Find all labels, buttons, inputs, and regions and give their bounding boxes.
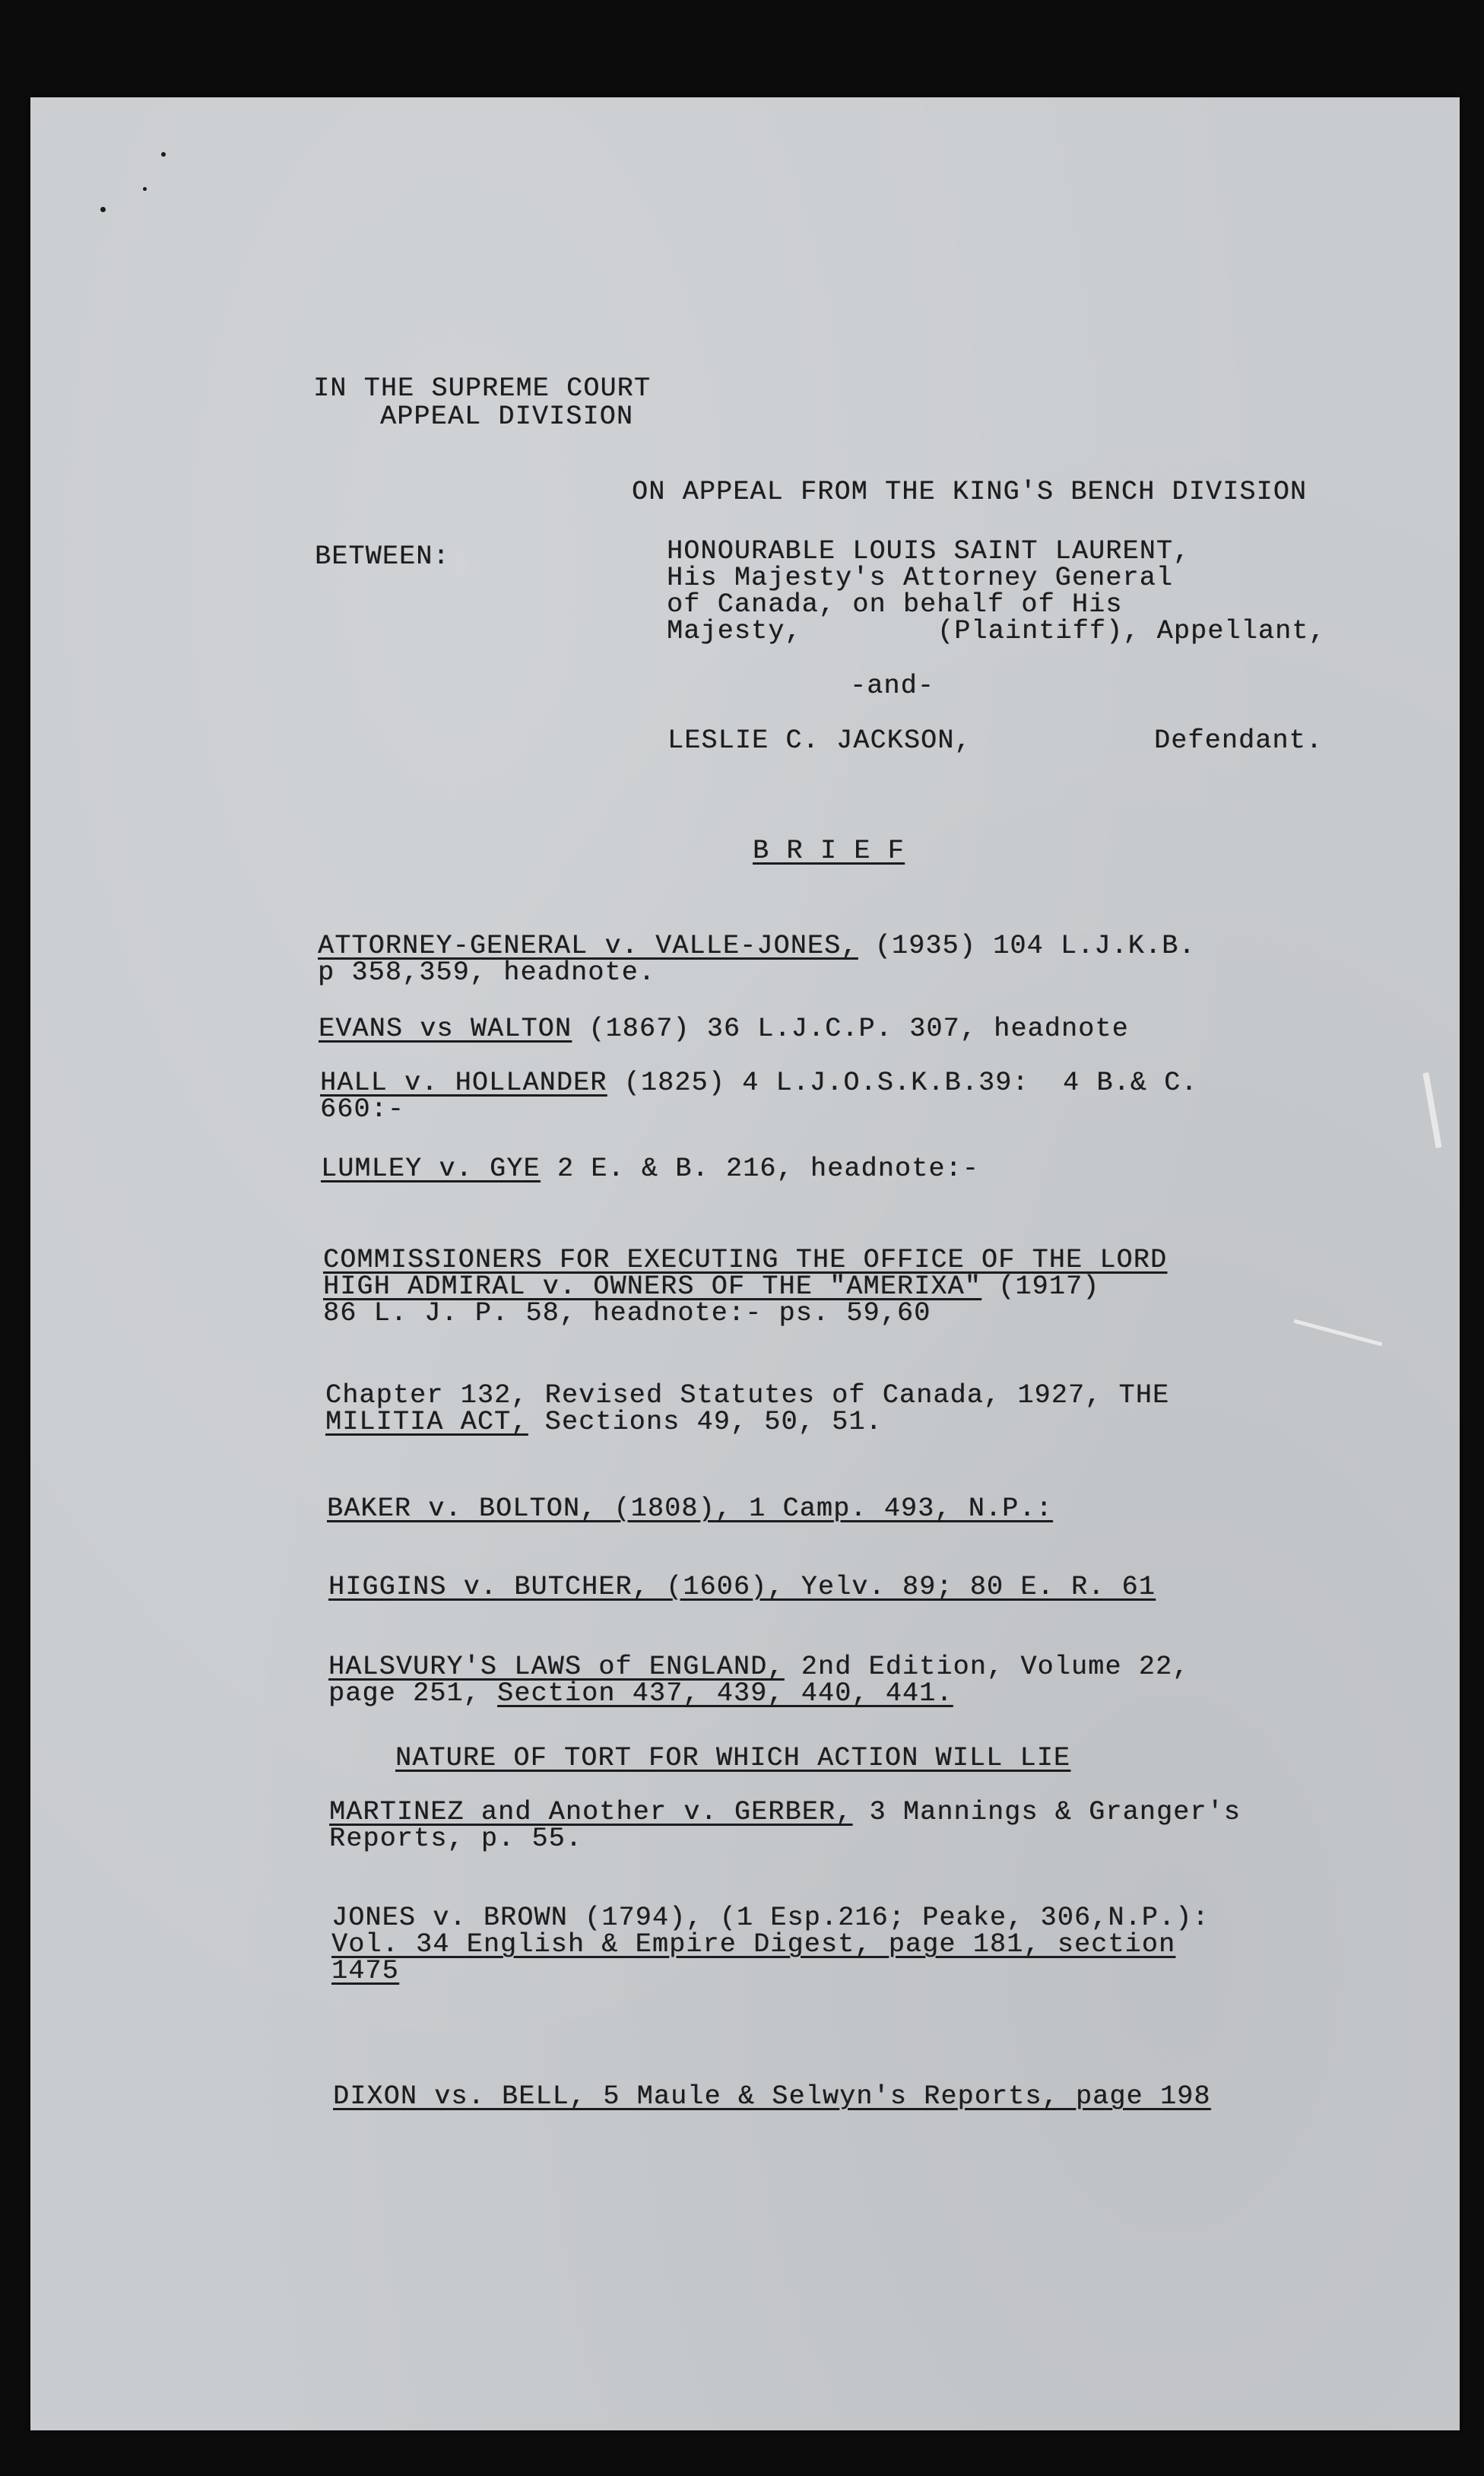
citation — [318, 932, 1196, 960]
citation-line-1: JONES v. BROWN (1794), (1 Esp.216; Peake, 306,N.P.): — [331, 1903, 1210, 1933]
citation — [321, 1154, 979, 1183]
citation-line-2: Vol. 34 English & Empire Digest, page 181, section — [331, 1929, 1176, 1960]
defendant-role: Defendant. — [1154, 725, 1324, 756]
document-page — [30, 97, 1460, 2430]
citation-line-2: page 251, Section 437, 439, 440, 441. — [328, 1678, 953, 1709]
citation: DIXON vs. BELL, 5 Maule & Selwyn's Reports, page 198 — [333, 2081, 1211, 2112]
citation-ref: Sections 49, 50, 51. — [528, 1407, 883, 1437]
citation — [329, 1798, 1241, 1827]
citation-line-2: Reports, p. 55. — [329, 1824, 583, 1854]
scan-speck — [161, 152, 166, 157]
citation — [320, 1068, 1198, 1097]
citation-ref: (1825) 4 L.J.O.S.K.B.39: 4 B.& C. — [607, 1068, 1198, 1098]
plaintiff-line-1: HONOURABLE LOUIS SAINT LAURENT, — [667, 536, 1191, 567]
plaintiff-line-3: of Canada, on behalf of His — [667, 589, 1123, 620]
case-name: HALL v. HOLLANDER — [320, 1068, 607, 1098]
appeal-from: ON APPEAL FROM THE KING'S BENCH DIVISION — [632, 477, 1308, 507]
case-name: ATTORNEY-GENERAL v. VALLE-JONES, — [318, 931, 858, 961]
citation-line-2: 660:- — [320, 1094, 405, 1125]
defendant-name: LESLIE C. JACKSON, — [667, 725, 972, 756]
court-name: IN THE SUPREME COURT — [313, 373, 652, 404]
brief-title: B R I E F — [753, 836, 905, 866]
and-separator: -and- — [850, 671, 935, 701]
citation-ref: (1917) — [981, 1271, 1100, 1302]
scan-speck — [143, 187, 147, 191]
scan-speck — [100, 207, 106, 212]
case-name: EVANS vs WALTON — [319, 1014, 572, 1044]
citation-line-1: Chapter 132, Revised Statutes of Canada, 1927, THE — [325, 1380, 1170, 1411]
citation-line-1: COMMISSIONERS FOR EXECUTING THE OFFICE OF THE LORD — [323, 1245, 1168, 1275]
plaintiff-line-2: His Majesty's Attorney General — [667, 563, 1174, 593]
section-heading: NATURE OF TORT FOR WHICH ACTION WILL LIE — [395, 1743, 1071, 1773]
citation-ref: 3 Mannings & Granger's — [852, 1797, 1241, 1827]
citation-line-2: p 358,359, headnote. — [318, 957, 656, 988]
sections: Section 437, 439, 440, 441. — [497, 1678, 953, 1709]
plaintiff-line-4-name: Majesty, — [667, 616, 802, 646]
citation — [328, 1652, 1189, 1681]
citation: BAKER v. BOLTON, (1808), 1 Camp. 493, N.P.: — [327, 1494, 1053, 1524]
case-name: HALSVURY'S LAWS of ENGLAND, — [328, 1652, 785, 1682]
citation: HIGGINS v. BUTCHER, (1606), Yelv. 89; 80 E. R. 61 — [328, 1572, 1156, 1602]
citation-ref: 2 E. & B. 216, headnote:- — [540, 1154, 979, 1184]
act-name: MILITIA ACT, — [325, 1407, 528, 1437]
citation-ref: (1867) 36 L.J.C.P. 307, headnote — [572, 1014, 1129, 1044]
citation — [325, 1408, 883, 1436]
case-name: LUMLEY v. GYE — [321, 1154, 541, 1184]
citation-ref: (1935) 104 L.J.K.B. — [858, 931, 1196, 961]
citation-line-3: 1475 — [331, 1956, 399, 1986]
case-name: MARTINEZ and Another v. GERBER, — [329, 1797, 853, 1827]
citation-ref: 2nd Edition, Volume 22, — [784, 1652, 1190, 1682]
citation-line-3: 86 L. J. P. 58, headnote:- ps. 59,60 — [323, 1298, 931, 1328]
court-division: APPEAL DIVISION — [380, 402, 634, 432]
case-name: HIGH ADMIRAL v. OWNERS OF THE "AMERIXA" — [323, 1271, 981, 1302]
between-label: BETWEEN: — [315, 541, 450, 572]
citation — [319, 1014, 1129, 1043]
citation — [323, 1272, 1099, 1301]
plaintiff-role: (Plaintiff), Appellant, — [937, 616, 1326, 646]
